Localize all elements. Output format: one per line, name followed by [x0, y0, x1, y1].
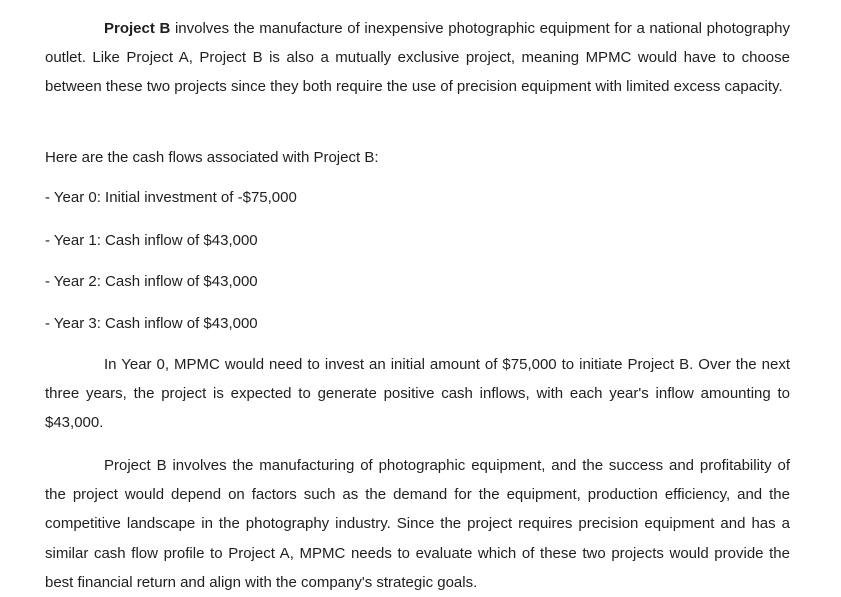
- cash-flow-year-2: - Year 2: Cash inflow of $43,000: [45, 273, 258, 290]
- cash-flow-year-0: - Year 0: Initial investment of -$75,000: [45, 189, 297, 206]
- cash-flow-year-3: - Year 3: Cash inflow of $43,000: [45, 315, 258, 332]
- evaluation-paragraph: Project B involves the manufacturing of photographic equipment, and the success and profitability of the project would depend on factors such as the demand for the equipment, production efficiency, and the competitive landscape in the photography industry. Since the project requires precision equipment and has a similar cash flow profile to Project A, MPMC needs to evaluate which of these two projects would provide the best financial return and align with the company's strategic goals.: [45, 457, 790, 591]
- intro-paragraph: [45, 14, 790, 102]
- investment-paragraph: In Year 0, MPMC would need to invest an initial amount of $75,000 to initiate Project B. Over the next three years, the project is expected to generate positive cash inflows, with each year's inflow amounting to $43,000.: [45, 356, 790, 432]
- cash-flow-year-1: - Year 1: Cash inflow of $43,000: [45, 232, 258, 249]
- cash-flows-heading: Here are the cash flows associated with Project B:: [45, 149, 379, 166]
- intro-paragraph-text: involves the manufacture of inexpensive photographic equipment for a national photography outlet. Like Project A, Project B is also a mutually exclusive project, meaning MPMC would have to choose between these two projects since they both require the use of precision equipment with limited excess capacity.: [45, 20, 790, 96]
- project-b-lead: Project B: [104, 20, 171, 37]
